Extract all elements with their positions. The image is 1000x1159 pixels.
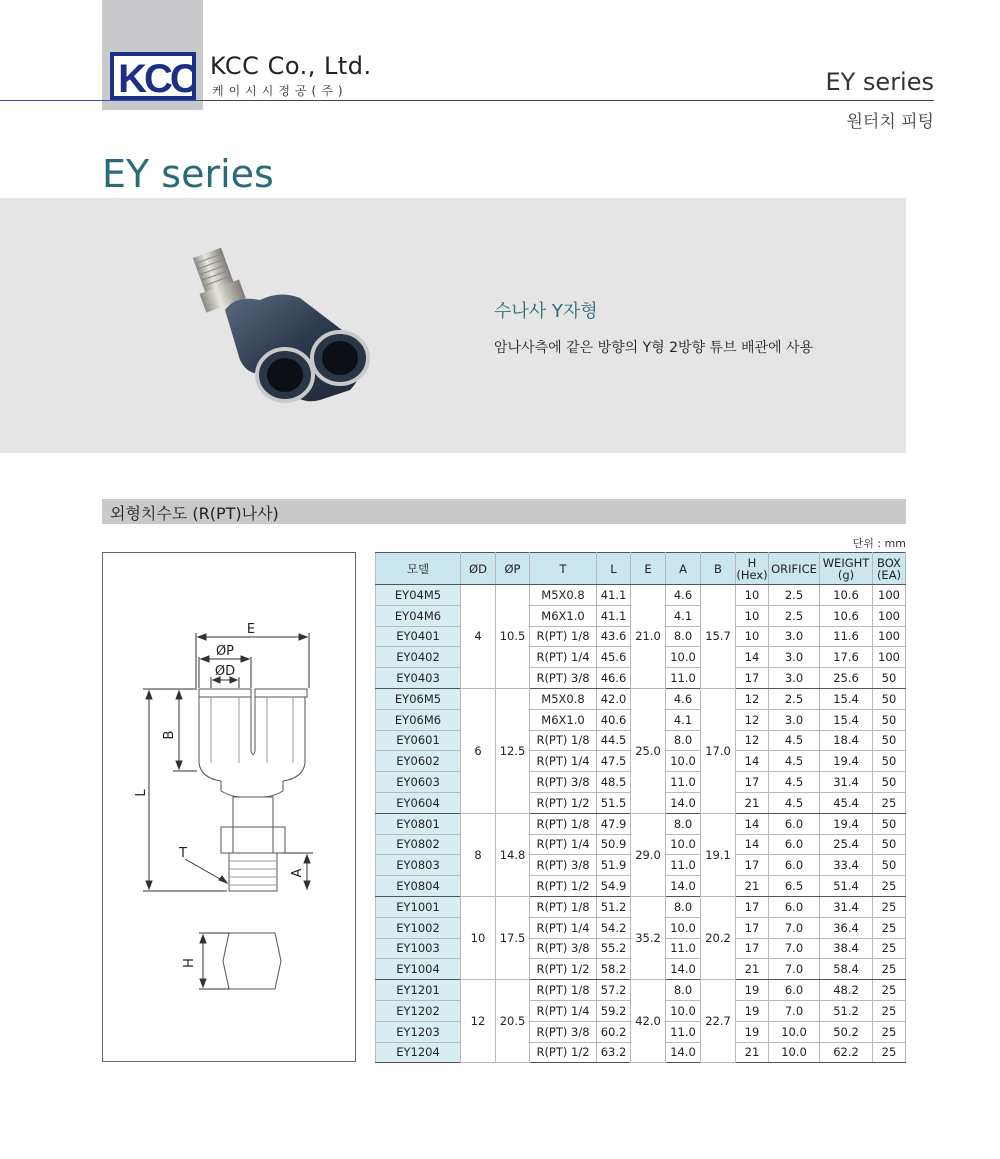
- cell-t: R(PT) 1/8: [530, 813, 597, 834]
- cell-weight: 50.2: [820, 1021, 873, 1042]
- label-e: E: [246, 622, 256, 637]
- table-header-row: [376, 553, 906, 585]
- cell-box: 50: [873, 855, 906, 876]
- col-box: BOX (EA): [873, 553, 906, 585]
- company-name: KCC Co., Ltd.: [210, 52, 372, 80]
- cell-b: 20.2: [701, 896, 736, 979]
- cell-model: EY0801: [376, 813, 461, 834]
- spec-table-body: [376, 585, 906, 1063]
- cell-model: EY1204: [376, 1042, 461, 1063]
- cell-weight: 36.4: [820, 917, 873, 938]
- cell-e: 35.2: [631, 896, 666, 979]
- cell-t: R(PT) 1/4: [530, 751, 597, 772]
- cell-e: 42.0: [631, 980, 666, 1063]
- table-row: [376, 896, 906, 917]
- cell-model: EY1203: [376, 1021, 461, 1042]
- cell-t: M6X1.0: [530, 605, 597, 626]
- cell-e: 29.0: [631, 813, 666, 896]
- cell-orifice: 3.0: [769, 626, 820, 647]
- company-korean-name: 케이시시정공(주): [212, 84, 348, 98]
- cell-orifice: 6.0: [769, 813, 820, 834]
- cell-l: 51.5: [597, 792, 631, 813]
- cell-box: 50: [873, 751, 906, 772]
- cell-t: R(PT) 1/4: [530, 647, 597, 668]
- cell-t: R(PT) 3/8: [530, 938, 597, 959]
- section-bar: [102, 499, 906, 524]
- cell-t: R(PT) 3/8: [530, 855, 597, 876]
- col-weight: WEIGHT (g): [820, 553, 873, 585]
- cell-a: 4.1: [666, 709, 701, 730]
- cell-a: 4.1: [666, 605, 701, 626]
- cell-t: R(PT) 1/8: [530, 626, 597, 647]
- cell-t: R(PT) 1/2: [530, 876, 597, 897]
- cell-l: 45.6: [597, 647, 631, 668]
- header-divider-blue: [0, 100, 203, 101]
- cell-a: 11.0: [666, 855, 701, 876]
- cell-h: 21: [736, 876, 769, 897]
- cell-h: 12: [736, 688, 769, 709]
- table-row: [376, 688, 906, 709]
- cell-od: 4: [461, 585, 496, 689]
- cell-op: 20.5: [496, 980, 530, 1063]
- cell-h: 17: [736, 772, 769, 793]
- cell-orifice: 4.5: [769, 772, 820, 793]
- cell-l: 55.2: [597, 938, 631, 959]
- cell-box: 50: [873, 668, 906, 689]
- cell-a: 10.0: [666, 834, 701, 855]
- cell-b: 22.7: [701, 980, 736, 1063]
- col-h: H (Hex): [736, 553, 769, 585]
- cell-weight: 19.4: [820, 813, 873, 834]
- cell-weight: 33.4: [820, 855, 873, 876]
- cell-orifice: 4.5: [769, 751, 820, 772]
- cell-orifice: 3.0: [769, 668, 820, 689]
- cell-t: R(PT) 1/8: [530, 730, 597, 751]
- dimension-drawing: [102, 552, 356, 1062]
- cell-orifice: 6.0: [769, 896, 820, 917]
- cell-a: 8.0: [666, 896, 701, 917]
- cell-h: 21: [736, 959, 769, 980]
- cell-op: 14.8: [496, 813, 530, 896]
- cell-t: R(PT) 1/2: [530, 792, 597, 813]
- cell-box: 25: [873, 1021, 906, 1042]
- cell-l: 54.9: [597, 876, 631, 897]
- cell-box: 100: [873, 605, 906, 626]
- col-orifice: ORIFICE: [769, 553, 820, 585]
- cell-h: 12: [736, 709, 769, 730]
- cell-a: 11.0: [666, 668, 701, 689]
- cell-a: 14.0: [666, 876, 701, 897]
- label-op: ØP: [215, 644, 235, 659]
- cell-model: EY0603: [376, 772, 461, 793]
- cell-op: 10.5: [496, 585, 530, 689]
- cell-l: 48.5: [597, 772, 631, 793]
- cell-orifice: 7.0: [769, 959, 820, 980]
- cell-l: 63.2: [597, 1042, 631, 1063]
- cell-a: 10.0: [666, 647, 701, 668]
- cell-a: 8.0: [666, 626, 701, 647]
- cell-l: 60.2: [597, 1021, 631, 1042]
- cell-h: 14: [736, 751, 769, 772]
- cell-orifice: 7.0: [769, 1000, 820, 1021]
- cell-l: 42.0: [597, 688, 631, 709]
- cell-box: 50: [873, 834, 906, 855]
- cell-h: 14: [736, 647, 769, 668]
- section-title: 외형치수도 (R(PT)나사): [110, 504, 279, 523]
- col-a: A: [666, 553, 701, 585]
- cell-h: 14: [736, 834, 769, 855]
- cell-weight: 25.6: [820, 668, 873, 689]
- product-image: [180, 240, 390, 410]
- cell-box: 25: [873, 917, 906, 938]
- cell-weight: 10.6: [820, 605, 873, 626]
- label-h: H: [182, 958, 197, 968]
- cell-box: 25: [873, 792, 906, 813]
- cell-weight: 17.6: [820, 647, 873, 668]
- cell-model: EY06M6: [376, 709, 461, 730]
- cell-l: 54.2: [597, 917, 631, 938]
- cell-t: R(PT) 1/8: [530, 980, 597, 1001]
- cell-l: 47.5: [597, 751, 631, 772]
- cell-h: 21: [736, 792, 769, 813]
- cell-h: 10: [736, 605, 769, 626]
- cell-weight: 45.4: [820, 792, 873, 813]
- cell-a: 10.0: [666, 1000, 701, 1021]
- table-row: [376, 585, 906, 606]
- cell-orifice: 10.0: [769, 1042, 820, 1063]
- cell-h: 21: [736, 1042, 769, 1063]
- cell-a: 10.0: [666, 917, 701, 938]
- cell-a: 14.0: [666, 1042, 701, 1063]
- cell-h: 17: [736, 668, 769, 689]
- cell-box: 25: [873, 980, 906, 1001]
- cell-model: EY1202: [376, 1000, 461, 1021]
- cell-orifice: 10.0: [769, 1021, 820, 1042]
- cell-box: 50: [873, 813, 906, 834]
- cell-weight: 31.4: [820, 896, 873, 917]
- cell-weight: 19.4: [820, 751, 873, 772]
- cell-a: 14.0: [666, 792, 701, 813]
- cell-weight: 51.2: [820, 1000, 873, 1021]
- cell-b: 17.0: [701, 688, 736, 813]
- cell-t: R(PT) 1/4: [530, 917, 597, 938]
- label-b: B: [162, 730, 177, 740]
- cell-a: 10.0: [666, 751, 701, 772]
- cell-box: 100: [873, 626, 906, 647]
- cell-e: 25.0: [631, 688, 666, 813]
- cell-l: 46.6: [597, 668, 631, 689]
- cell-model: EY0604: [376, 792, 461, 813]
- cell-h: 19: [736, 980, 769, 1001]
- cell-t: R(PT) 1/2: [530, 1042, 597, 1063]
- cell-od: 6: [461, 688, 496, 813]
- cell-op: 17.5: [496, 896, 530, 979]
- dimension-drawing-svg: [103, 553, 355, 1061]
- cell-orifice: 4.5: [769, 792, 820, 813]
- cell-h: 12: [736, 730, 769, 751]
- cell-l: 43.6: [597, 626, 631, 647]
- cell-weight: 31.4: [820, 772, 873, 793]
- cell-orifice: 3.0: [769, 647, 820, 668]
- cell-orifice: 6.5: [769, 876, 820, 897]
- cell-model: EY0602: [376, 751, 461, 772]
- spec-table: [375, 552, 906, 1063]
- cell-l: 41.1: [597, 605, 631, 626]
- cell-orifice: 2.5: [769, 688, 820, 709]
- cell-weight: 38.4: [820, 938, 873, 959]
- cell-a: 4.6: [666, 585, 701, 606]
- cell-e: 21.0: [631, 585, 666, 689]
- cell-od: 12: [461, 980, 496, 1063]
- cell-t: R(PT) 3/8: [530, 668, 597, 689]
- cell-box: 25: [873, 959, 906, 980]
- cell-l: 58.2: [597, 959, 631, 980]
- cell-h: 17: [736, 855, 769, 876]
- cell-model: EY06M5: [376, 688, 461, 709]
- cell-model: EY0601: [376, 730, 461, 751]
- cell-weight: 11.6: [820, 626, 873, 647]
- col-l: L: [597, 553, 631, 585]
- cell-t: R(PT) 1/4: [530, 834, 597, 855]
- cell-model: EY0401: [376, 626, 461, 647]
- label-od: ØD: [214, 664, 236, 679]
- cell-orifice: 6.0: [769, 980, 820, 1001]
- cell-t: R(PT) 3/8: [530, 1021, 597, 1042]
- cell-a: 11.0: [666, 938, 701, 959]
- cell-l: 57.2: [597, 980, 631, 1001]
- cell-orifice: 6.0: [769, 855, 820, 876]
- cell-a: 8.0: [666, 980, 701, 1001]
- cell-l: 40.6: [597, 709, 631, 730]
- cell-h: 19: [736, 1021, 769, 1042]
- cell-model: EY1201: [376, 980, 461, 1001]
- cell-l: 47.9: [597, 813, 631, 834]
- cell-model: EY1001: [376, 896, 461, 917]
- cell-t: R(PT) 1/2: [530, 959, 597, 980]
- page-title: EY series: [102, 152, 274, 196]
- cell-model: EY1004: [376, 959, 461, 980]
- kcc-logo: [110, 52, 196, 100]
- cell-t: M5X0.8: [530, 688, 597, 709]
- header-divider: [203, 100, 934, 101]
- col-op: ØP: [496, 553, 530, 585]
- cell-l: 44.5: [597, 730, 631, 751]
- cell-model: EY1003: [376, 938, 461, 959]
- cell-od: 10: [461, 896, 496, 979]
- cell-b: 19.1: [701, 813, 736, 896]
- col-t: T: [530, 553, 597, 585]
- cell-box: 100: [873, 585, 906, 606]
- cell-b: 15.7: [701, 585, 736, 689]
- col-model: 모델: [376, 553, 461, 585]
- cell-t: R(PT) 1/8: [530, 896, 597, 917]
- cell-t: R(PT) 3/8: [530, 772, 597, 793]
- cell-op: 12.5: [496, 688, 530, 813]
- cell-weight: 15.4: [820, 709, 873, 730]
- cell-weight: 15.4: [820, 688, 873, 709]
- cell-orifice: 3.0: [769, 709, 820, 730]
- cell-weight: 25.4: [820, 834, 873, 855]
- cell-h: 17: [736, 938, 769, 959]
- cell-weight: 58.4: [820, 959, 873, 980]
- cell-a: 4.6: [666, 688, 701, 709]
- cell-box: 50: [873, 772, 906, 793]
- cell-weight: 48.2: [820, 980, 873, 1001]
- label-l: L: [134, 789, 149, 797]
- cell-box: 50: [873, 688, 906, 709]
- cell-orifice: 7.0: [769, 938, 820, 959]
- cell-box: 25: [873, 1000, 906, 1021]
- label-t: T: [179, 846, 187, 861]
- label-a: A: [290, 868, 305, 878]
- cell-h: 10: [736, 585, 769, 606]
- series-subtitle: 원터치 피팅: [846, 112, 934, 132]
- cell-t: R(PT) 1/4: [530, 1000, 597, 1021]
- cell-a: 11.0: [666, 1021, 701, 1042]
- cell-t: M6X1.0: [530, 709, 597, 730]
- cell-model: EY0803: [376, 855, 461, 876]
- cell-l: 50.9: [597, 834, 631, 855]
- cell-t: M5X0.8: [530, 585, 597, 606]
- cell-orifice: 4.5: [769, 730, 820, 751]
- unit-note: 단위 : mm: [852, 537, 906, 550]
- cell-a: 8.0: [666, 730, 701, 751]
- logo-letters: [118, 58, 196, 98]
- cell-weight: 10.6: [820, 585, 873, 606]
- cell-box: 50: [873, 709, 906, 730]
- cell-a: 14.0: [666, 959, 701, 980]
- svg-text:KCC: KCC: [118, 58, 196, 98]
- cell-weight: 62.2: [820, 1042, 873, 1063]
- cell-a: 11.0: [666, 772, 701, 793]
- table-row: [376, 813, 906, 834]
- cell-model: EY04M5: [376, 585, 461, 606]
- cell-orifice: 6.0: [769, 834, 820, 855]
- cell-model: EY0403: [376, 668, 461, 689]
- table-row: [376, 980, 906, 1001]
- cell-box: 25: [873, 938, 906, 959]
- cell-orifice: 2.5: [769, 605, 820, 626]
- hero-title: 수나사 Y자형: [494, 301, 598, 322]
- cell-a: 8.0: [666, 813, 701, 834]
- cell-l: 59.2: [597, 1000, 631, 1021]
- series-label: EY series: [825, 68, 934, 96]
- col-b: B: [701, 553, 736, 585]
- cell-orifice: 2.5: [769, 585, 820, 606]
- cell-box: 25: [873, 1042, 906, 1063]
- cell-model: EY0804: [376, 876, 461, 897]
- cell-box: 25: [873, 896, 906, 917]
- cell-h: 19: [736, 1000, 769, 1021]
- cell-model: EY0802: [376, 834, 461, 855]
- cell-weight: 51.4: [820, 876, 873, 897]
- col-od: ØD: [461, 553, 496, 585]
- cell-orifice: 7.0: [769, 917, 820, 938]
- cell-weight: 18.4: [820, 730, 873, 751]
- cell-box: 25: [873, 876, 906, 897]
- hero-description: 암나사측에 같은 방향의 Y형 2방향 튜브 배관에 사용: [494, 340, 814, 356]
- cell-h: 17: [736, 896, 769, 917]
- cell-box: 50: [873, 730, 906, 751]
- cell-model: EY04M6: [376, 605, 461, 626]
- cell-h: 17: [736, 917, 769, 938]
- cell-model: EY1002: [376, 917, 461, 938]
- cell-box: 100: [873, 647, 906, 668]
- col-e: E: [631, 553, 666, 585]
- cell-l: 41.1: [597, 585, 631, 606]
- cell-l: 51.9: [597, 855, 631, 876]
- cell-od: 8: [461, 813, 496, 896]
- product-hero-panel: [0, 198, 906, 453]
- cell-l: 51.2: [597, 896, 631, 917]
- cell-h: 10: [736, 626, 769, 647]
- cell-model: EY0402: [376, 647, 461, 668]
- cell-h: 14: [736, 813, 769, 834]
